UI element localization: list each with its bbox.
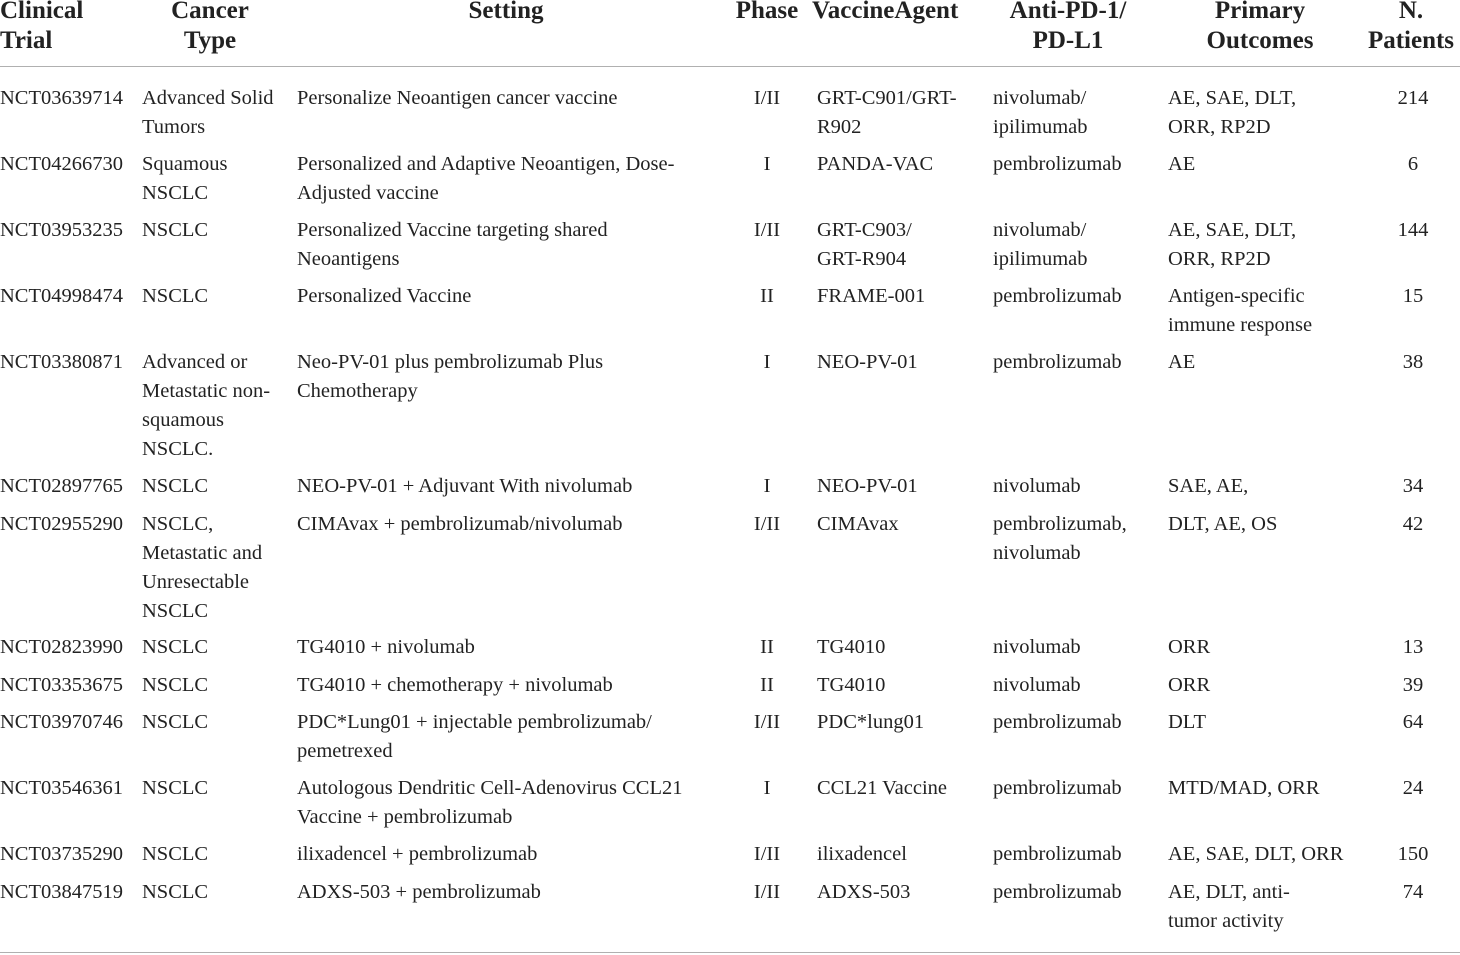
cell-text: NEO-PV-01 [817, 475, 918, 497]
cell-phase [725, 774, 809, 803]
column-header-label: N. [1398, 0, 1424, 24]
cell-text: pembrolizumab [993, 777, 1122, 799]
cell-anti [993, 282, 1163, 311]
cell-text: 74 [1402, 881, 1424, 903]
cell-text: pembrolizumab [993, 351, 1122, 373]
cell-setting [297, 510, 717, 539]
cell-text: pembrolizumab [993, 285, 1122, 307]
cell-text: NCT03546361 [0, 777, 123, 799]
cell-outcomes [1168, 633, 1368, 662]
column-header-label: Cancer [171, 0, 249, 24]
cell-cancer [142, 282, 292, 311]
cell-setting [297, 633, 717, 662]
cell-text: I [763, 153, 771, 175]
cell-anti [993, 216, 1163, 274]
cell-text: NSCLC, [142, 513, 214, 535]
cell-text: TG4010 [817, 674, 886, 696]
table-bottom-rule [0, 952, 1460, 953]
cell-text: Advanced Solid [142, 87, 274, 109]
column-header-label: Setting [468, 0, 544, 24]
cell-text: AE, SAE, DLT, [1168, 219, 1297, 241]
cell-text: pembrolizumab [993, 711, 1122, 733]
cell-text: Autologous Dendritic Cell-Adenovirus CCL21 [297, 777, 683, 799]
cell-phase [725, 348, 809, 377]
cell-text: Vaccine + pembrolizumab [297, 806, 513, 828]
cell-vaccine [817, 472, 987, 501]
cell-trial [0, 348, 135, 377]
cell-patients [1370, 708, 1456, 737]
cell-cancer [142, 878, 292, 907]
column-header-patients [1362, 0, 1460, 56]
cell-cancer [142, 150, 292, 208]
cell-text: NEO-PV-01 + Adjuvant With nivolumab [297, 475, 633, 497]
cell-trial [0, 472, 135, 501]
cell-trial [0, 510, 135, 539]
cell-text: Adjusted vaccine [297, 182, 439, 204]
cell-vaccine [817, 150, 987, 179]
cell-phase [725, 671, 809, 700]
cell-cancer [142, 216, 292, 245]
cell-trial [0, 216, 135, 245]
cell-text: I/II [753, 881, 781, 903]
cell-outcomes [1168, 472, 1368, 501]
cell-text: ADXS-503 + pembrolizumab [297, 881, 541, 903]
cell-text: NSCLC [142, 711, 209, 733]
cell-patients [1370, 671, 1456, 700]
cell-text: NCT03953235 [0, 219, 123, 241]
cell-text: 24 [1402, 777, 1424, 799]
cell-phase [725, 708, 809, 737]
cell-text: nivolumab [993, 636, 1081, 658]
column-header-label: Clinical [0, 0, 84, 24]
cell-outcomes [1168, 840, 1368, 869]
cell-text: NCT02823990 [0, 636, 123, 658]
cell-outcomes [1168, 84, 1368, 142]
cell-trial [0, 671, 135, 700]
cell-text: R902 [817, 116, 862, 138]
cell-text: NCT03639714 [0, 87, 123, 109]
cell-outcomes [1168, 150, 1368, 179]
cell-trial [0, 708, 135, 737]
cell-setting [297, 708, 717, 766]
cell-vaccine [817, 671, 987, 700]
cell-text: 38 [1402, 351, 1424, 373]
cell-trial [0, 840, 135, 869]
cell-phase [725, 633, 809, 662]
cell-text: NCT03380871 [0, 351, 123, 373]
cell-patients [1370, 774, 1456, 803]
cell-text: NEO-PV-01 [817, 351, 918, 373]
cell-text: ADXS-503 [817, 881, 911, 903]
cell-text: ORR [1168, 674, 1211, 696]
cell-phase [725, 150, 809, 179]
cell-phase [725, 282, 809, 311]
cell-text: nivolumab [993, 475, 1081, 497]
column-header-label: Trial [0, 27, 53, 54]
cell-vaccine [817, 774, 987, 803]
cell-text: NCT03353675 [0, 674, 123, 696]
cell-anti [993, 472, 1163, 501]
cell-text: NSCLC [142, 285, 209, 307]
cell-text: I [763, 777, 771, 799]
cell-text: 42 [1402, 513, 1424, 535]
cell-text: I/II [753, 711, 781, 733]
cell-text: NSCLC. [142, 438, 214, 460]
cell-outcomes [1168, 774, 1368, 803]
cell-outcomes [1168, 348, 1368, 377]
cell-trial [0, 150, 135, 179]
cell-text: NSCLC [142, 636, 209, 658]
column-header-label: Outcomes [1206, 27, 1314, 54]
cell-text: 64 [1402, 711, 1424, 733]
cell-text: NSCLC [142, 843, 209, 865]
cell-cancer [142, 633, 292, 662]
cell-trial [0, 84, 135, 113]
cell-patients [1370, 282, 1456, 311]
cell-vaccine [817, 216, 987, 274]
cell-text: nivolumab [993, 542, 1081, 564]
cell-text: NCT04266730 [0, 153, 123, 175]
cell-setting [297, 472, 717, 501]
cell-text: Personalized and Adaptive Neoantigen, Dose- [297, 153, 675, 175]
cell-vaccine [817, 840, 987, 869]
cell-vaccine [817, 878, 987, 907]
cell-text: GRT-R904 [817, 248, 907, 270]
cell-anti [993, 150, 1163, 179]
cell-text: Neoantigens [297, 248, 400, 270]
cell-vaccine [817, 282, 987, 311]
cell-phase [725, 216, 809, 245]
cell-cancer [142, 774, 292, 803]
cell-setting [297, 216, 717, 274]
cell-text: Neo-PV-01 plus pembrolizumab Plus [297, 351, 604, 373]
cell-text: pembrolizumab, [993, 513, 1127, 535]
cell-phase [725, 472, 809, 501]
cell-text: Advanced or [142, 351, 248, 373]
cell-text: AE, SAE, DLT, ORR [1168, 843, 1344, 865]
cell-vaccine [817, 84, 987, 142]
cell-text: GRT-C903/ [817, 219, 912, 241]
cell-text: pembrolizumab [993, 881, 1122, 903]
cell-text: I/II [753, 843, 781, 865]
cell-setting [297, 84, 717, 113]
cell-vaccine [817, 348, 987, 377]
cell-outcomes [1168, 282, 1368, 340]
cell-text: NSCLC [142, 777, 209, 799]
cell-cancer [142, 84, 292, 142]
cell-text: nivolumab/ [993, 87, 1087, 109]
cell-setting [297, 878, 717, 907]
cell-text: NSCLC [142, 475, 209, 497]
column-header-label: Anti-PD-1/ [1009, 0, 1127, 24]
cell-setting [297, 774, 717, 832]
cell-text: SAE, AE, [1168, 475, 1249, 497]
cell-text: NSCLC [142, 219, 209, 241]
cell-text: ipilimumab [993, 248, 1088, 270]
cell-vaccine [817, 633, 987, 662]
cell-text: pembrolizumab [993, 153, 1122, 175]
cell-setting [297, 348, 717, 406]
cell-cancer [142, 348, 292, 464]
cell-trial [0, 878, 135, 907]
cell-patients [1370, 84, 1456, 113]
cell-text: pembrolizumab [993, 843, 1122, 865]
cell-text: Antigen-specific [1168, 285, 1305, 307]
cell-cancer [142, 510, 292, 626]
cell-text: II [760, 674, 774, 696]
cell-patients [1370, 150, 1456, 179]
cell-outcomes [1168, 708, 1368, 737]
cell-trial [0, 282, 135, 311]
cell-anti [993, 633, 1163, 662]
cell-text: ORR, RP2D [1168, 116, 1271, 138]
cell-anti [993, 774, 1163, 803]
cell-setting [297, 840, 717, 869]
cell-text: tumor activity [1168, 910, 1284, 932]
cell-text: Tumors [142, 116, 206, 138]
cell-text: Personalized Vaccine targeting shared [297, 219, 608, 241]
cell-text: NSCLC [142, 182, 209, 204]
cell-patients [1370, 216, 1456, 245]
cell-outcomes [1168, 671, 1368, 700]
cell-patients [1370, 840, 1456, 869]
cell-outcomes [1168, 510, 1368, 539]
cell-text: 6 [1407, 153, 1419, 175]
cell-text: MTD/MAD, ORR [1168, 777, 1320, 799]
cell-phase [725, 510, 809, 539]
cell-text: nivolumab [993, 674, 1081, 696]
column-header-anti [990, 0, 1146, 56]
cell-text: ilixadencel [817, 843, 907, 865]
cell-text: Unresectable [142, 571, 249, 593]
column-header-label: Phase [735, 0, 799, 24]
column-header-outcomes [1160, 0, 1360, 56]
cell-outcomes [1168, 878, 1368, 936]
cell-text: AE [1168, 351, 1196, 373]
cell-cancer [142, 671, 292, 700]
cell-phase [725, 840, 809, 869]
cell-patients [1370, 878, 1456, 907]
cell-anti [993, 510, 1163, 568]
cell-text: 15 [1402, 285, 1424, 307]
cell-patients [1370, 510, 1456, 539]
cell-text: AE, SAE, DLT, [1168, 87, 1297, 109]
cell-text: NCT03735290 [0, 843, 123, 865]
cell-trial [0, 774, 135, 803]
cell-text: II [760, 285, 774, 307]
cell-text: Metastatic and [142, 542, 263, 564]
cell-setting [297, 671, 717, 700]
cell-text: ilixadencel + pembrolizumab [297, 843, 538, 865]
cell-text: ipilimumab [993, 116, 1088, 138]
cell-text: NSCLC [142, 600, 209, 622]
cell-text: 214 [1397, 87, 1429, 109]
cell-text: PDC*Lung01 + injectable pembrolizumab/ [297, 711, 652, 733]
cell-text: 13 [1402, 636, 1424, 658]
cell-text: II [760, 636, 774, 658]
cell-text: NCT04998474 [0, 285, 123, 307]
cell-text: TG4010 + nivolumab [297, 636, 475, 658]
cell-patients [1370, 348, 1456, 377]
cell-anti [993, 708, 1163, 737]
cell-text: NSCLC [142, 881, 209, 903]
cell-phase [725, 878, 809, 907]
column-header-phase [725, 0, 809, 26]
cell-text: I [763, 351, 771, 373]
header-divider [0, 66, 1460, 67]
cell-text: CIMAvax [817, 513, 899, 535]
cell-text: pemetrexed [297, 740, 393, 762]
cell-text: squamous [142, 409, 224, 431]
column-header-label: PD-L1 [1032, 27, 1104, 54]
cell-anti [993, 878, 1163, 907]
cell-text: I [763, 475, 771, 497]
column-header-label: Type [183, 27, 237, 54]
cell-text: Personalized Vaccine [297, 285, 472, 307]
cell-text: ORR, RP2D [1168, 248, 1271, 270]
column-header-setting [296, 0, 716, 26]
cell-cancer [142, 708, 292, 737]
cell-text: ORR [1168, 636, 1211, 658]
cell-outcomes [1168, 216, 1368, 274]
cell-text: NSCLC [142, 674, 209, 696]
cell-anti [993, 840, 1163, 869]
column-header-vaccine [812, 0, 982, 26]
cell-text: FRAME-001 [817, 285, 926, 307]
cell-text: PANDA-VAC [817, 153, 934, 175]
cell-text: I/II [753, 87, 781, 109]
column-header-cancer [140, 0, 280, 56]
column-header-trial [0, 0, 140, 56]
cell-text: I/II [753, 513, 781, 535]
cell-anti [993, 348, 1163, 377]
cell-vaccine [817, 708, 987, 737]
cell-text: 34 [1402, 475, 1424, 497]
cell-text: NCT03847519 [0, 881, 123, 903]
cell-trial [0, 633, 135, 662]
cell-text: nivolumab/ [993, 219, 1087, 241]
cell-text: PDC*lung01 [817, 711, 925, 733]
cell-vaccine [817, 510, 987, 539]
cell-text: Chemotherapy [297, 380, 418, 402]
cell-text: TG4010 + chemotherapy + nivolumab [297, 674, 613, 696]
cell-text: 144 [1397, 219, 1429, 241]
cell-anti [993, 671, 1163, 700]
cell-text: immune response [1168, 314, 1313, 336]
column-header-label: Primary [1214, 0, 1306, 24]
cell-phase [725, 84, 809, 113]
cell-text: CCL21 Vaccine [817, 777, 947, 799]
cell-setting [297, 150, 717, 208]
cell-text: Metastatic non- [142, 380, 271, 402]
cell-text: 39 [1402, 674, 1424, 696]
cell-text: CIMAvax + pembrolizumab/nivolumab [297, 513, 623, 535]
cell-text: Squamous [142, 153, 228, 175]
column-header-label: VaccineAgent [812, 0, 959, 24]
cell-cancer [142, 472, 292, 501]
cell-text: Personalize Neoantigen cancer vaccine [297, 87, 618, 109]
cell-patients [1370, 472, 1456, 501]
cell-text: GRT-C901/GRT- [817, 87, 957, 109]
cell-text: I/II [753, 219, 781, 241]
cell-text: DLT, AE, OS [1168, 513, 1278, 535]
cell-text: AE, DLT, anti- [1168, 881, 1290, 903]
cell-patients [1370, 633, 1456, 662]
cell-text: 150 [1397, 843, 1429, 865]
cell-text: NCT03970746 [0, 711, 123, 733]
cell-text: NCT02897765 [0, 475, 123, 497]
cell-text: NCT02955290 [0, 513, 123, 535]
cell-setting [297, 282, 717, 311]
cell-text: TG4010 [817, 636, 886, 658]
cell-text: DLT [1168, 711, 1206, 733]
cell-text: AE [1168, 153, 1196, 175]
cell-cancer [142, 840, 292, 869]
cell-anti [993, 84, 1163, 142]
column-header-label: Patients [1367, 27, 1455, 54]
